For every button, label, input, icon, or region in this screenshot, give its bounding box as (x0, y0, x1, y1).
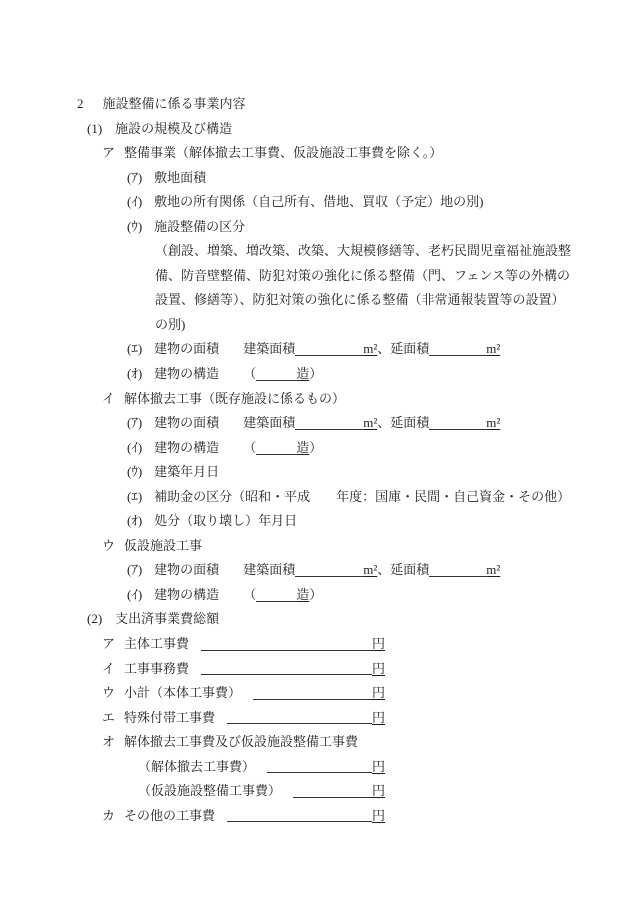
section-2-heading (0, 92, 630, 117)
cost-row-special-incidental (0, 706, 385, 731)
cost-label: 小計（本体工事費） (124, 685, 242, 701)
floor-area-blank (429, 428, 486, 430)
item-marker: (ｵ) (127, 366, 143, 382)
item-marker: イ (102, 660, 116, 676)
item-marker: オ (102, 734, 116, 750)
zou-suffix: 造 (296, 366, 310, 382)
building-structure-row (0, 436, 630, 461)
item-text: 敷地面積 (154, 169, 207, 185)
item-marker: (ｴ) (127, 341, 143, 357)
close-paren: ） (309, 586, 323, 602)
cost-label: 解体撤去工事費及び仮設施設整備工事費 (124, 734, 359, 750)
subsection-title: 支出済事業費総額 (115, 611, 220, 627)
item-c-heading (0, 534, 630, 559)
amount-blank (267, 772, 372, 773)
sqm-unit: m² (486, 562, 501, 578)
building-structure-row (0, 583, 630, 608)
item-text: 補助金の区分（昭和・平成 年度：国庫・民間・自己資金・その他） (154, 488, 571, 504)
sqm-unit: m² (363, 415, 378, 431)
item-marker: (ｱ) (127, 562, 143, 578)
amount-blank (293, 797, 372, 798)
area-label: 建物の面積 (154, 341, 220, 357)
item-marker: (ｳ) (127, 218, 143, 234)
item-text: 建築年月日 (154, 464, 220, 480)
floor-area-label: 、延面積 (377, 562, 430, 578)
item-marker: (ｵ) (127, 513, 143, 529)
item-title: 整備事業（解体撤去工事費、仮設施設工事費を除く。） (124, 145, 443, 161)
area-label: 建物の面積 (154, 415, 220, 431)
cost-label: （仮設施設整備工事費） (138, 783, 282, 799)
yen-unit: 円 (371, 709, 385, 725)
amount-blank (253, 699, 372, 700)
building-area-row (0, 411, 630, 436)
open-paren: （ (243, 586, 257, 602)
disposal-date-item (0, 509, 630, 534)
building-structure-row (0, 362, 630, 387)
yen-unit: 円 (371, 758, 385, 774)
item-marker: (ｱ) (127, 415, 143, 431)
structure-label: 建物の構造 (154, 366, 220, 382)
amount-blank (227, 723, 372, 724)
built-area-blank (295, 428, 363, 430)
item-a-heading (0, 141, 630, 166)
section-number: 2 (77, 96, 84, 111)
item-marker: カ (102, 807, 116, 823)
item-marker: イ (102, 390, 116, 406)
open-paren: （ (243, 439, 257, 455)
item-marker: ア (102, 636, 116, 652)
yen-unit: 円 (371, 636, 385, 652)
item-marker: エ (102, 709, 116, 725)
item-text: 施設整備の区分 (154, 218, 246, 234)
cost-row-office-expense (0, 657, 385, 682)
open-paren: （ (243, 366, 257, 382)
zou-suffix: 造 (296, 586, 310, 602)
sqm-unit: m² (363, 341, 378, 357)
floor-area-label: 、延面積 (377, 415, 430, 431)
amount-blank (201, 650, 372, 651)
item-text: 処分（取り壊し）年月日 (154, 513, 298, 529)
cost-label: 主体工事費 (124, 636, 190, 652)
item-marker: (ｲ) (127, 439, 143, 455)
subsection-title: 施設の規模及び構造 (115, 120, 233, 136)
built-area-blank (295, 575, 363, 577)
item-marker: (ｴ) (127, 488, 143, 504)
yen-unit: 円 (371, 660, 385, 676)
built-area-blank (295, 354, 363, 356)
cost-row-temporary-facility (0, 779, 385, 804)
item-marker: ア (102, 145, 116, 161)
maintenance-category-item (0, 215, 630, 240)
built-area-label: 建築面積 (243, 562, 296, 578)
building-area-row (0, 558, 630, 583)
structure-label: 建物の構造 (154, 439, 220, 455)
building-area-row (0, 337, 630, 362)
floor-area-blank (429, 575, 486, 577)
subsection-2-heading (0, 607, 630, 632)
form-body (0, 92, 630, 828)
sqm-unit: m² (486, 415, 501, 431)
construction-date-item (0, 460, 630, 485)
cost-row-demolition-heading (0, 730, 630, 755)
item-marker: ウ (102, 685, 116, 701)
section-title: 施設整備に係る事業内容 (102, 96, 246, 111)
close-paren: ） (309, 439, 323, 455)
structure-label: 建物の構造 (154, 586, 220, 602)
subsection-number: (2) (87, 611, 103, 627)
built-area-label: 建築面積 (243, 341, 296, 357)
floor-area-blank (429, 354, 486, 356)
category-paragraph-line: の別) (155, 316, 186, 332)
subsection-1-heading (0, 117, 630, 142)
item-marker: (ｲ) (127, 194, 143, 210)
cost-row-other (0, 804, 385, 829)
cost-row-main-construction (0, 632, 385, 657)
item-marker: ウ (102, 537, 116, 553)
close-paren: ） (309, 366, 323, 382)
category-paragraph-line: （創設、増築、増改築、改築、大規模修繕等、老朽民間児童福祉施設整 (155, 243, 572, 259)
area-label: 建物の面積 (154, 562, 220, 578)
subsidy-category-item (0, 485, 630, 510)
yen-unit: 円 (371, 685, 385, 701)
item-marker: (ｳ) (127, 464, 143, 480)
site-ownership-item (0, 190, 630, 215)
item-text: 敷地の所有関係（自己所有、借地、買収（予定）地の別) (154, 194, 484, 210)
item-marker: (ｲ) (127, 586, 143, 602)
amount-blank (201, 674, 372, 675)
site-area-item (0, 166, 630, 191)
cost-label: 工事事務費 (124, 660, 190, 676)
yen-unit: 円 (371, 807, 385, 823)
yen-unit: 円 (371, 783, 385, 799)
floor-area-label: 、延面積 (377, 341, 430, 357)
subsection-number: (1) (87, 120, 103, 136)
item-title: 解体撤去工事（既存施設に係るもの） (124, 390, 346, 406)
amount-blank (227, 821, 372, 822)
structure-blank (256, 600, 296, 602)
cost-row-subtotal (0, 681, 385, 706)
sqm-unit: m² (486, 341, 501, 357)
category-paragraph-line: 設置、修繕等）、防犯対策の強化に係る整備（非常通報装置等の設置） (155, 292, 565, 308)
structure-blank (256, 453, 296, 455)
built-area-label: 建築面積 (243, 415, 296, 431)
category-paragraph-line: 備、防音壁整備、防犯対策の強化に係る整備（門、フェンス等の外構の (155, 267, 570, 283)
cost-label: 特殊付帯工事費 (124, 709, 216, 725)
cost-label: その他の工事費 (124, 807, 216, 823)
item-b-heading (0, 387, 630, 412)
item-title: 仮設施設工事 (124, 537, 203, 553)
item-marker: (ｱ) (127, 169, 143, 185)
sqm-unit: m² (363, 562, 378, 578)
cost-row-demolition (0, 755, 385, 780)
zou-suffix: 造 (296, 439, 310, 455)
structure-blank (256, 379, 296, 381)
cost-label: （解体撤去工事費） (138, 758, 256, 774)
